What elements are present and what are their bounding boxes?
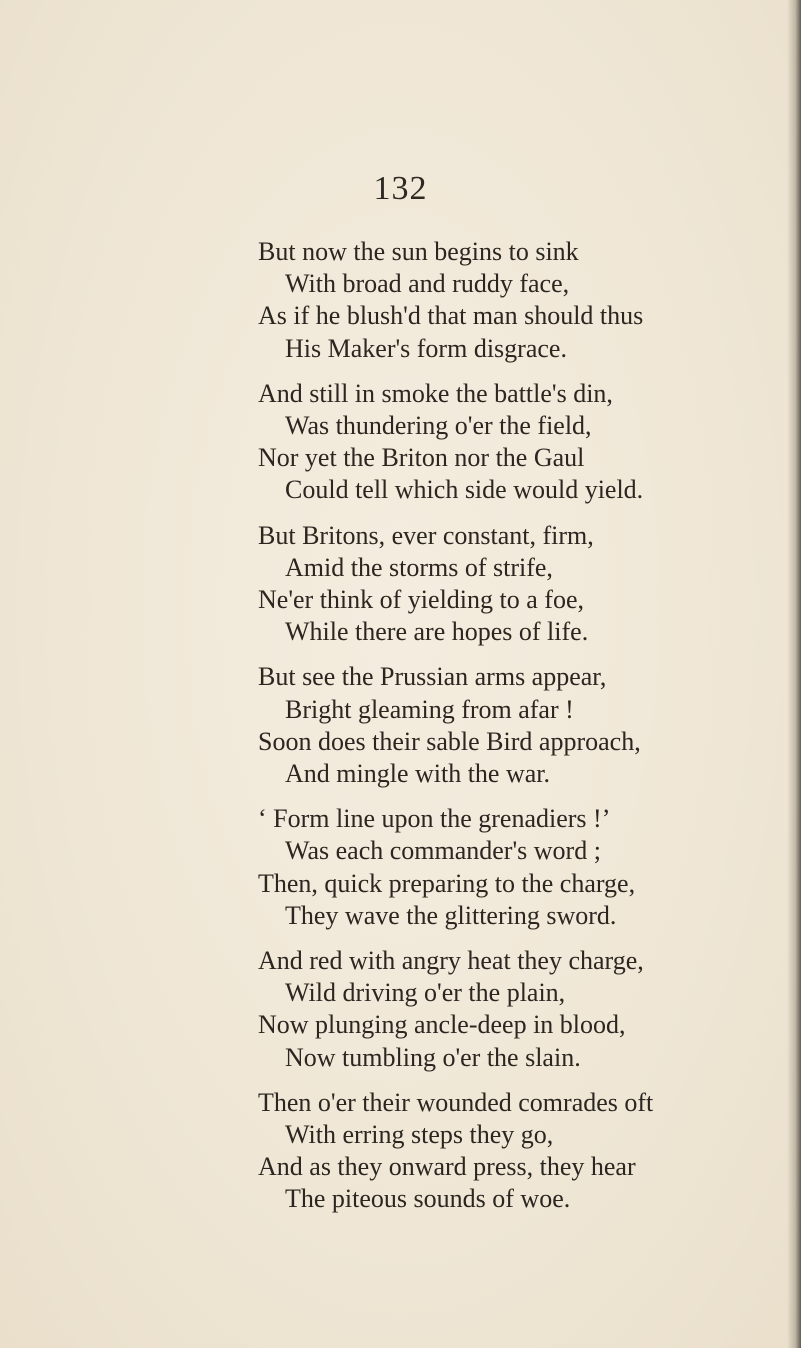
poem-body xyxy=(258,236,778,1229)
stanza-5 xyxy=(258,803,778,932)
stanza-2 xyxy=(258,378,778,507)
poem-line: The piteous sounds of woe. xyxy=(285,1184,571,1214)
poem-line: Was each commander's word ; xyxy=(285,836,601,866)
poem-line: As if he blush'd that man should thus xyxy=(258,301,644,331)
poem-line: They wave the glittering sword. xyxy=(285,900,617,930)
poem-line: Wild driving o'er the plain, xyxy=(285,978,566,1008)
stanza-6 xyxy=(258,945,778,1074)
poem-line: Could tell which side would yield. xyxy=(285,475,644,505)
stanza-7 xyxy=(258,1087,778,1216)
poem-line: But see the Prussian arms appear, xyxy=(258,662,607,692)
stanza-1 xyxy=(258,236,778,365)
poem-line: Was thundering o'er the field, xyxy=(285,411,592,441)
poem-line: His Maker's form disgrace. xyxy=(285,333,567,363)
poem-line: Amid the storms of strife, xyxy=(285,552,553,582)
poem-line: Then o'er their wounded comrades oft xyxy=(258,1087,654,1117)
stanza-3 xyxy=(258,520,778,649)
poem-line: ‘ Form line upon the grenadiers !’ xyxy=(258,804,611,834)
poem-line: Ne'er think of yielding to a foe, xyxy=(258,585,584,615)
poem-line: With erring steps they go, xyxy=(285,1120,554,1150)
page-number: 132 xyxy=(373,170,428,207)
poem-line: Now plunging ancle-deep in blood, xyxy=(258,1010,626,1040)
poem-line: And mingle with the war. xyxy=(285,759,551,789)
poem-line: While there are hopes of life. xyxy=(285,617,589,647)
poem-line: Nor yet the Briton nor the Gaul xyxy=(258,443,585,473)
poem-line: Soon does their sable Bird approach, xyxy=(258,726,641,756)
poem-line: Then, quick preparing to the charge, xyxy=(258,868,636,898)
poem-line: Bright gleaming from afar ! xyxy=(285,694,574,724)
poem-line: Now tumbling o'er the slain. xyxy=(285,1042,581,1072)
poem-line: And as they onward press, they hear xyxy=(258,1152,636,1182)
poem-line: And still in smoke the battle's din, xyxy=(258,378,613,408)
poem-line: But Britons, ever constant, firm, xyxy=(258,520,594,550)
stanza-4 xyxy=(258,661,778,790)
poem-line: With broad and ruddy face, xyxy=(285,269,570,299)
poem-line: And red with angry heat they charge, xyxy=(258,946,644,976)
poem-line: But now the sun begins to sink xyxy=(258,237,579,266)
